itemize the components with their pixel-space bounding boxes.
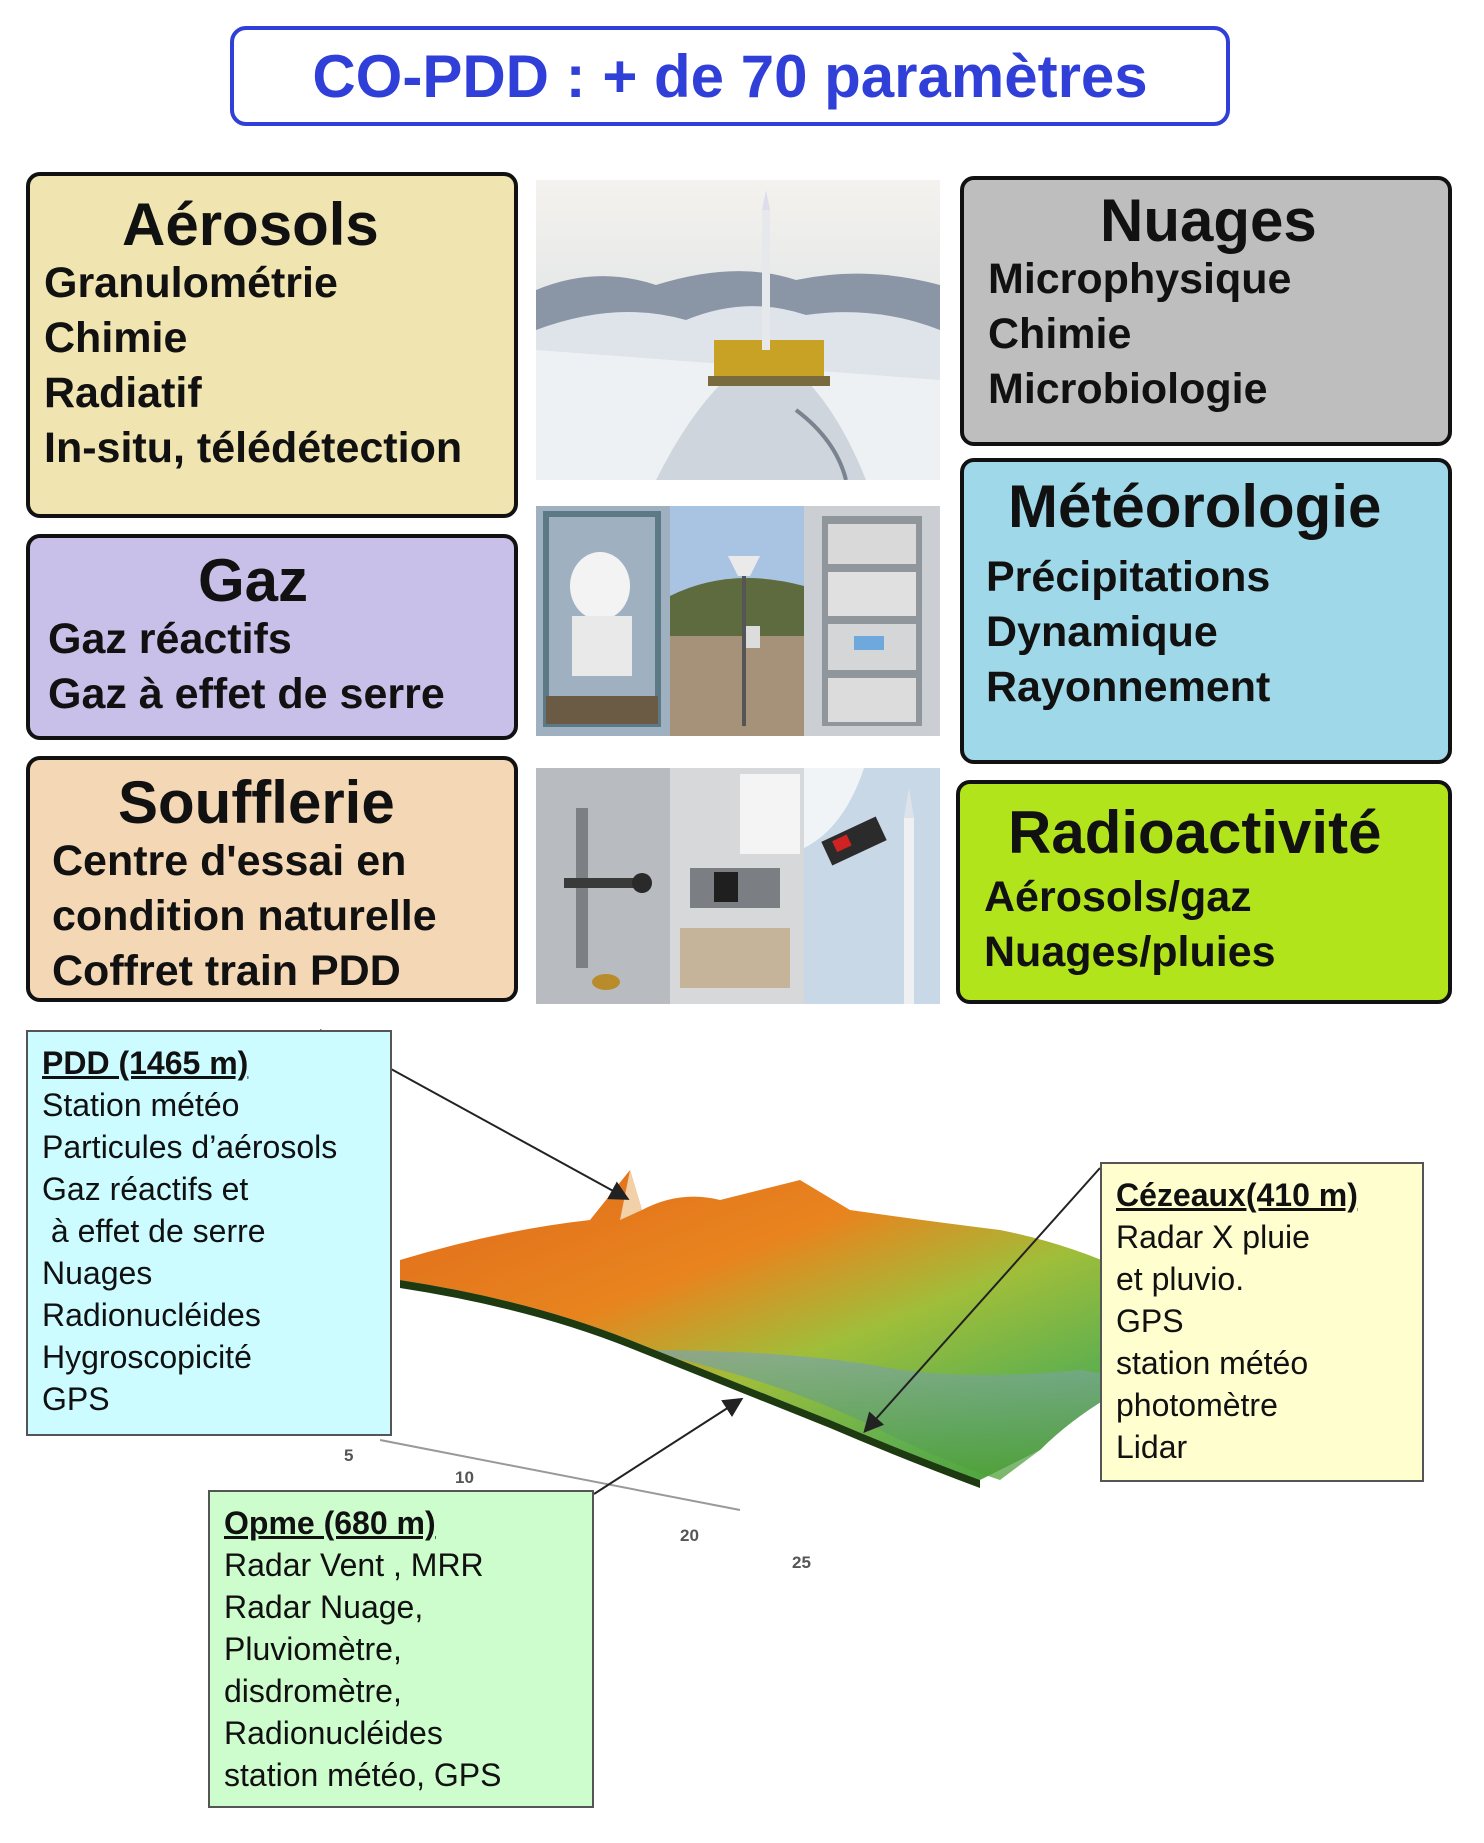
opme-line: station météo, GPS — [224, 1757, 502, 1793]
cezeaux-title: Cézeaux(410 m) — [1116, 1177, 1358, 1213]
soufflerie-item: Coffret train PDD — [52, 947, 401, 995]
nuages-item: Chimie — [988, 310, 1132, 358]
pdd-line: Particules d’aérosols — [42, 1129, 338, 1165]
axis-tick-label: 5 — [344, 1446, 354, 1465]
gaz-heading: Gaz — [198, 547, 309, 614]
opme-line: Pluviomètre, — [224, 1631, 402, 1667]
opme-title: Opme (680 m) — [224, 1505, 436, 1541]
meteorologie-heading: Météorologie — [1008, 473, 1382, 540]
opme-line: Radar Vent , MRR — [224, 1547, 484, 1583]
pdd-line: Hygroscopicité — [42, 1339, 252, 1375]
opme-line: disdromètre, — [224, 1673, 402, 1709]
aerosols-heading: Aérosols — [122, 191, 379, 258]
pdd-title: PDD (1465 m) — [42, 1045, 249, 1081]
pdd-line: Nuages — [42, 1255, 153, 1291]
soufflerie-item: condition naturelle — [52, 892, 437, 940]
radioactivite-item: Aérosols/gaz — [984, 873, 1252, 921]
page-title: CO-PDD : + de 70 paramètres — [230, 26, 1230, 126]
pdd-callout — [26, 1030, 392, 1436]
soufflerie-heading: Soufflerie — [118, 769, 395, 836]
cezeaux-callout — [1100, 1162, 1424, 1482]
meteorologie-item: Précipitations — [986, 553, 1271, 601]
nuages-heading: Nuages — [1100, 187, 1317, 254]
soufflerie-item: Centre d'essai en — [52, 837, 407, 885]
cezeaux-line: station météo — [1116, 1345, 1309, 1381]
radioactivite-heading: Radioactivité — [1008, 799, 1382, 866]
axis-tick-label: 25 — [792, 1553, 811, 1572]
aerosols-item: Granulométrie — [44, 259, 338, 307]
cezeaux-line: Lidar — [1116, 1429, 1188, 1465]
pdd-line: à effet de serre — [42, 1213, 266, 1249]
pdd-line: Radionucléides — [42, 1297, 261, 1333]
opme-line: Radionucléides — [224, 1715, 443, 1751]
pdd-line: Gaz réactifs et — [42, 1171, 249, 1207]
nuages-item: Microphysique — [988, 255, 1292, 303]
opme-line: Radar Nuage, — [224, 1589, 424, 1625]
meteorologie-item: Rayonnement — [986, 663, 1271, 711]
gaz-item: Gaz à effet de serre — [48, 670, 445, 718]
cezeaux-line: GPS — [1116, 1303, 1184, 1339]
axis-tick-label: 10 — [455, 1468, 474, 1487]
cezeaux-line: Radar X pluie — [1116, 1219, 1310, 1255]
pdd-line: GPS — [42, 1381, 110, 1417]
pdd-line: Station météo — [42, 1087, 240, 1123]
cezeaux-line: et pluvio. — [1116, 1261, 1245, 1297]
radioactivite-item: Nuages/pluies — [984, 928, 1276, 976]
axis-tick-label: 20 — [680, 1526, 699, 1545]
aerosols-item: In-situ, télédétection — [44, 424, 463, 472]
meteorologie-item: Dynamique — [986, 608, 1218, 656]
opme-callout — [208, 1490, 594, 1808]
gaz-item: Gaz réactifs — [48, 615, 292, 663]
nuages-item: Microbiologie — [988, 365, 1268, 413]
aerosols-item: Chimie — [44, 314, 188, 362]
aerosols-item: Radiatif — [44, 369, 202, 417]
cezeaux-line: photomètre — [1116, 1387, 1278, 1423]
